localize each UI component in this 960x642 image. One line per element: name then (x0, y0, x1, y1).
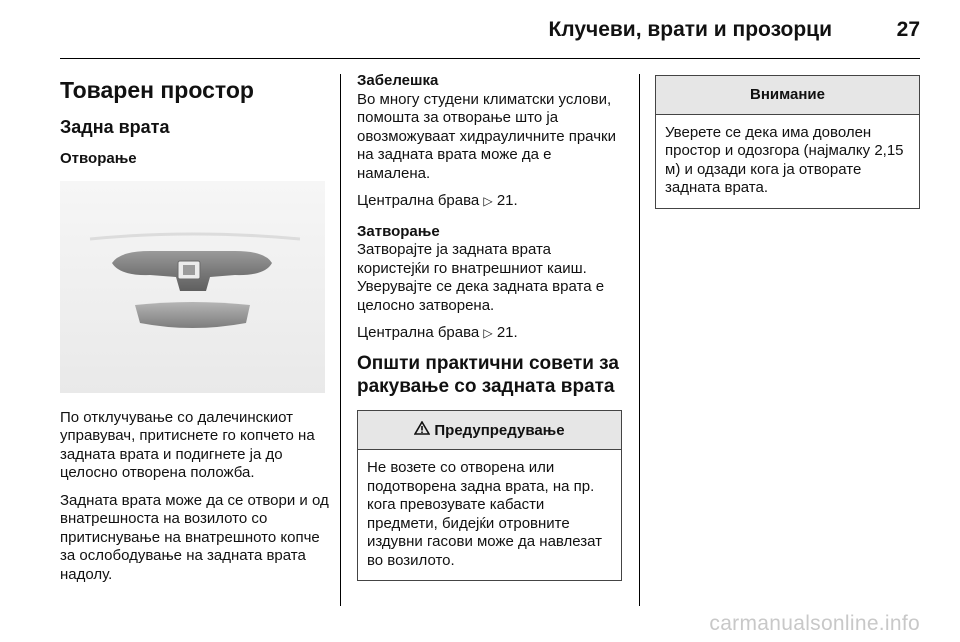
caution-box (655, 75, 920, 209)
reference-text: Централна брава (357, 324, 480, 341)
warning-text: Не возете со отворена или подотворена задна врата, на пр. кога превозувате кабасти предмети, бидејќи отровните издувни гасови може да навлезат во возилото. (367, 459, 603, 569)
tailgate-handle-icon (60, 181, 325, 393)
reference-central-lock (357, 324, 622, 343)
page-number: 27 (896, 18, 920, 41)
reference-text: Централна брава (357, 192, 480, 209)
watermark: carmanualsonline.info (709, 612, 920, 635)
reference-page: 21. (496, 324, 518, 341)
caution-title: Внимание (656, 76, 919, 115)
header-divider (60, 58, 920, 59)
warning-header (358, 411, 621, 451)
reference-page: 21. (496, 192, 518, 209)
page-reference-arrow-icon: ▷ (483, 194, 493, 208)
tailgate-handle-figure (60, 181, 325, 393)
note-label: Забелешка (357, 72, 439, 89)
paragraph: По отклучувањe со далечинскиот управувач, притиснете го копчето на задната врата и подигнете ја до целосно отворена положба. (60, 408, 315, 481)
page-header-title: Клучеви, врати и прозорци (548, 18, 832, 41)
page-reference-arrow-icon: ▷ (483, 326, 493, 340)
closing-text: Затворајте ја задната врата користејќи го внатрешниот каиш. Уверувајте се дека задната врата е целосно затворена. (357, 241, 605, 314)
warning-title: Предупредување (434, 421, 565, 439)
caution-text: Уверете се дека има доволен простор и одозгора (најмалку 2,15 м) и одзади кога ја отворате задната врата. (665, 123, 904, 196)
reference-central-lock (357, 192, 622, 211)
section-title: Товарен простор (60, 77, 254, 103)
opening-heading: Отворање (60, 150, 137, 167)
column-1 (60, 72, 330, 593)
column-2 (357, 72, 622, 581)
column-divider-1 (340, 74, 341, 606)
note-text: Во многу студени климатски услови, помошта за отворање што ја овозможуваат хидрауличните прачки на задната врата може да е намалена. (357, 90, 616, 182)
closing-heading: Затворање (357, 222, 440, 240)
column-divider-2 (639, 74, 640, 606)
warning-box (357, 410, 622, 582)
warning-triangle-icon (414, 421, 430, 441)
subsection-title: Задна врата (60, 117, 170, 137)
general-advice-heading: Општи практични совети за ракување со задната врата (357, 352, 619, 397)
paragraph: Задната врата може да се отвори и од внатрешноста на возилото со притиснување на внатрешното копче за ослободување на задната врата надолу. (60, 491, 329, 583)
column-3 (655, 72, 920, 209)
